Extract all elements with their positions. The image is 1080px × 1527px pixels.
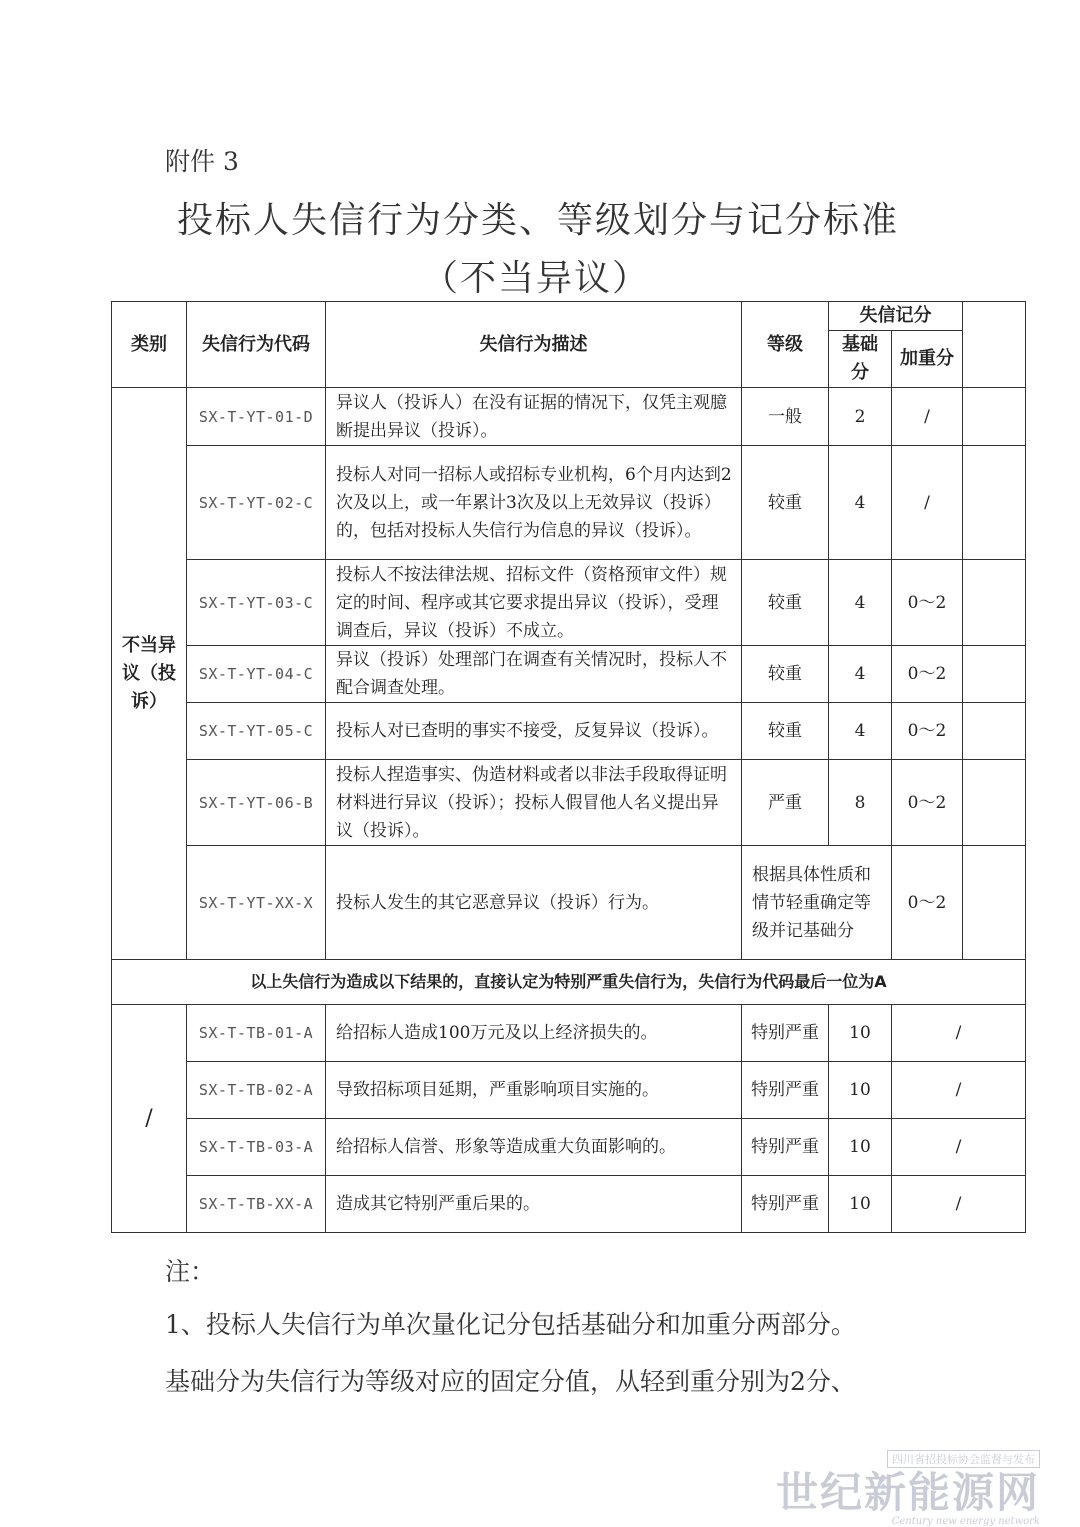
- watermark-brand: 世纪新能源网: [775, 1468, 1040, 1517]
- description-cell: 给招标人造成100万元及以上经济损失的。: [326, 1005, 742, 1062]
- empty-cell: [963, 646, 1026, 703]
- code-cell: SX-T-TB-03-A: [187, 1119, 326, 1176]
- notes-label: 注：: [165, 1257, 216, 1286]
- table-row: [112, 446, 1026, 560]
- table-row: [112, 1062, 1026, 1119]
- base-score-cell: 10: [829, 1176, 892, 1233]
- level-cell: 较重: [742, 646, 829, 703]
- level-cell: 一般: [742, 388, 829, 446]
- level-cell: 严重: [742, 760, 829, 846]
- document-subtitle: （不当异议）: [421, 258, 650, 299]
- extra-score-cell: 0～2: [892, 760, 963, 846]
- description-cell: 导致招标项目延期，严重影响项目实施的。: [326, 1062, 742, 1119]
- notes-line-2: 基础分为失信行为等级对应的固定分值，从轻到重分别为2分、: [165, 1367, 856, 1396]
- code-cell: SX-T-YT-06-B: [187, 760, 326, 846]
- description-cell: 造成其它特别严重后果的。: [326, 1176, 742, 1233]
- empty-cell: [963, 760, 1026, 846]
- base-score-cell: 4: [829, 560, 892, 646]
- document-title: 投标人失信行为分类、等级划分与记分标准: [176, 200, 899, 241]
- watermark-logo: [776, 1448, 1040, 1527]
- code-cell: SX-T-TB-XX-A: [187, 1176, 326, 1233]
- extra-score-cell: /: [892, 1176, 1026, 1233]
- base-score-cell: 2: [829, 388, 892, 446]
- extra-score-cell: /: [892, 1062, 1026, 1119]
- table-row: [112, 1119, 1026, 1176]
- header-empty: [963, 302, 1026, 388]
- description-cell: 异议（投诉）处理部门在调查有关情况时，投标人不配合调查处理。: [326, 646, 742, 703]
- description-cell: 给招标人信誉、形象等造成重大负面影响的。: [326, 1119, 742, 1176]
- base-score-cell: 4: [829, 446, 892, 560]
- description-cell: 投标人捏造事实、伪造材料或者以非法手段取得证明材料进行异议（投诉）；投标人假冒他人名义提出异议（投诉）。: [326, 760, 742, 846]
- notes-line-1: 1、投标人失信行为单次量化记分包括基础分和加重分两部分。: [165, 1310, 856, 1339]
- scoring-table: [111, 301, 1026, 1233]
- extra-score-cell: 0～2: [892, 560, 963, 646]
- header-description: 失信行为描述: [326, 302, 742, 388]
- watermark-english: Century new energy network: [891, 1516, 1040, 1527]
- table-row: [112, 646, 1026, 703]
- level-note-cell: 根据具体性质和情节轻重确定等级并记基础分: [742, 846, 892, 960]
- base-score-cell: 10: [829, 1062, 892, 1119]
- description-cell: 投标人发生的其它恶意异议（投诉）行为。: [326, 846, 742, 960]
- table-row: [112, 703, 1026, 760]
- extra-score-cell: /: [892, 1005, 1026, 1062]
- table-row: [112, 560, 1026, 646]
- attachment-label: 附件 3: [165, 147, 239, 176]
- code-cell: SX-T-YT-01-D: [187, 388, 326, 446]
- watermark-small-text: 四川省招投标协会监督与发布: [887, 1450, 1040, 1468]
- level-cell: 特别严重: [742, 1176, 829, 1233]
- empty-cell: [963, 703, 1026, 760]
- description-cell: 异议人（投诉人）在没有证据的情况下，仅凭主观臆断提出异议（投诉）。: [326, 388, 742, 446]
- table-row: [112, 846, 1026, 960]
- level-cell: 特别严重: [742, 1005, 829, 1062]
- special-severity-note: 以上失信行为造成以下结果的，直接认定为特别严重失信行为，失信行为代码最后一位为A: [112, 960, 1026, 1005]
- code-cell: SX-T-YT-XX-X: [187, 846, 326, 960]
- extra-score-cell: /: [892, 446, 963, 560]
- empty-cell: [963, 446, 1026, 560]
- base-score-cell: 4: [829, 646, 892, 703]
- code-cell: SX-T-TB-02-A: [187, 1062, 326, 1119]
- code-cell: SX-T-YT-03-C: [187, 560, 326, 646]
- code-cell: SX-T-YT-05-C: [187, 703, 326, 760]
- empty-cell: [963, 560, 1026, 646]
- extra-score-cell: 0～2: [892, 846, 963, 960]
- level-cell: 特别严重: [742, 1119, 829, 1176]
- description-cell: 投标人对已查明的事实不接受，反复异议（投诉）。: [326, 703, 742, 760]
- category-cell-slash: /: [112, 1005, 187, 1233]
- extra-score-cell: /: [892, 1119, 1026, 1176]
- description-cell: 投标人不按法律法规、招标文件（资格预审文件）规定的时间、程序或其它要求提出异议（投诉），受理调查后，异议（投诉）不成立。: [326, 560, 742, 646]
- code-cell: SX-T-TB-01-A: [187, 1005, 326, 1062]
- level-cell: 较重: [742, 703, 829, 760]
- category-cell: 不当异议（投诉）: [112, 388, 187, 960]
- header-code: 失信行为代码: [187, 302, 326, 388]
- code-cell: SX-T-YT-04-C: [187, 646, 326, 703]
- header-level: 等级: [742, 302, 829, 388]
- table-row: [112, 388, 1026, 446]
- extra-score-cell: /: [892, 388, 963, 446]
- header-extra-score: 加重分: [892, 331, 963, 388]
- code-cell: SX-T-YT-02-C: [187, 446, 326, 560]
- table-row: [112, 760, 1026, 846]
- level-cell: 特别严重: [742, 1062, 829, 1119]
- table-row: [112, 1176, 1026, 1233]
- header-category: 类别: [112, 302, 187, 388]
- level-cell: 较重: [742, 446, 829, 560]
- header-base-score: 基础分: [829, 331, 892, 388]
- header-score-group: 失信记分: [829, 302, 963, 331]
- table-row: [112, 1005, 1026, 1062]
- base-score-cell: 10: [829, 1119, 892, 1176]
- level-cell: 较重: [742, 560, 829, 646]
- empty-cell: [963, 846, 1026, 960]
- empty-cell: [963, 388, 1026, 446]
- base-score-cell: 4: [829, 703, 892, 760]
- extra-score-cell: 0～2: [892, 646, 963, 703]
- base-score-cell: 8: [829, 760, 892, 846]
- extra-score-cell: 0～2: [892, 703, 963, 760]
- description-cell: 投标人对同一招标人或招标专业机构，6个月内达到2次及以上，或一年累计3次及以上无效异议（投诉）的，包括对投标人失信行为信息的异议（投诉）。: [326, 446, 742, 560]
- base-score-cell: 10: [829, 1005, 892, 1062]
